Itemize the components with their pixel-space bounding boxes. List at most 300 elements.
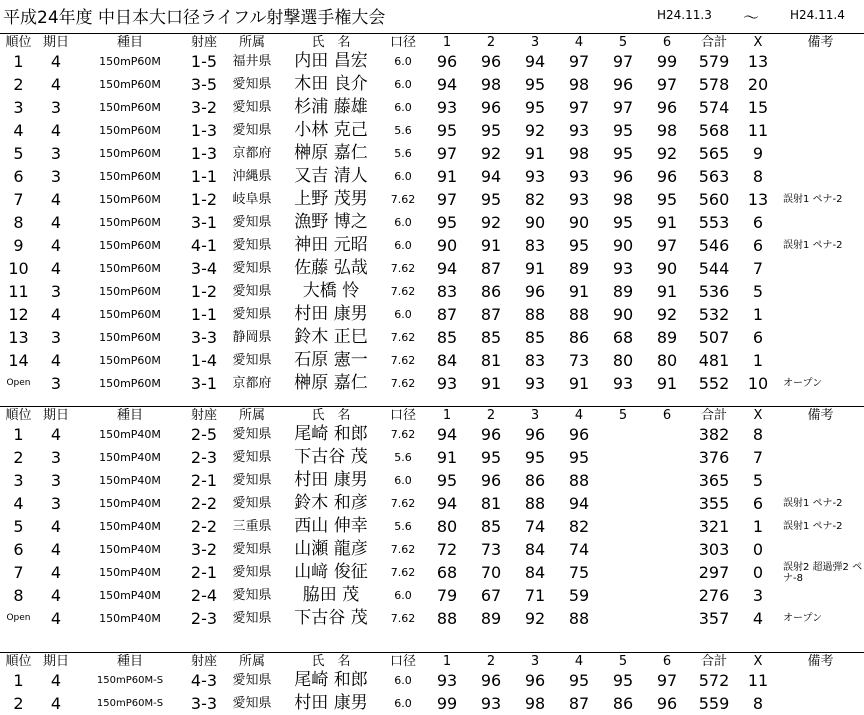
cell-pref: 愛知県 — [232, 496, 272, 511]
cell-s4: 74 — [568, 539, 590, 559]
cell-note — [777, 669, 864, 692]
cell-x: 9 — [752, 143, 764, 163]
cell-s6: 80 — [656, 350, 678, 370]
cell-s2: 89 — [480, 608, 502, 628]
cell-s3: 90 — [524, 212, 546, 232]
cell-day: 3 — [50, 143, 62, 163]
cell-note — [777, 446, 864, 469]
cell-note — [777, 96, 864, 119]
cell-s2: 96 — [480, 670, 502, 690]
cell-pref: 愛知県 — [232, 77, 272, 92]
header-s6: 6 — [645, 653, 689, 670]
cell-caliber: 6.0 — [394, 674, 412, 687]
header-event: 種目 — [75, 407, 185, 424]
cell-caliber: 6.0 — [394, 55, 412, 68]
cell-s6 — [645, 492, 689, 515]
cell-name: 村田 康男 — [294, 470, 368, 490]
cell-event: 150mP40M — [99, 497, 161, 510]
cell-rank: 5 — [13, 143, 24, 163]
cell-caliber: 7.62 — [390, 377, 416, 390]
cell-s2: 94 — [480, 166, 502, 186]
cell-rank: 13 — [8, 327, 29, 347]
cell-total: 568 — [698, 120, 730, 140]
cell-total: 382 — [698, 424, 730, 444]
table-row — [0, 372, 864, 395]
header-name: 氏 名 — [281, 407, 381, 424]
cell-day: 3 — [50, 447, 62, 467]
cell-rank: 2 — [13, 693, 24, 713]
cell-event: 150mP60M-S — [96, 674, 164, 686]
cell-s6: 97 — [656, 670, 678, 690]
cell-s5: 90 — [612, 235, 634, 255]
cell-x: 6 — [752, 493, 764, 513]
header-lane: 射座 — [185, 34, 223, 51]
cell-caliber: 5.6 — [394, 124, 412, 137]
cell-s6 — [645, 446, 689, 469]
cell-day: 4 — [50, 74, 62, 94]
cell-s1: 79 — [436, 585, 458, 605]
table-row — [0, 211, 864, 234]
cell-s3: 86 — [524, 470, 546, 490]
cell-total: 574 — [698, 97, 730, 117]
cell-s5: 95 — [612, 670, 634, 690]
cell-s5 — [601, 561, 645, 584]
cell-x: 8 — [752, 424, 764, 444]
cell-rank: 14 — [8, 350, 29, 370]
cell-s2: 85 — [480, 327, 502, 347]
results-table-p40m — [0, 406, 864, 630]
cell-s6: 96 — [656, 693, 678, 713]
cell-x: 8 — [752, 166, 764, 186]
cell-s4: 91 — [568, 373, 590, 393]
cell-note — [777, 119, 864, 142]
cell-day: 4 — [50, 424, 62, 444]
table-row — [0, 96, 864, 119]
cell-day: 4 — [50, 608, 62, 628]
cell-pref: 福井県 — [232, 54, 272, 69]
cell-total: 365 — [698, 470, 730, 490]
header-s1: 1 — [425, 34, 469, 51]
cell-note: 誤射1 ペナ-2 — [783, 521, 843, 532]
cell-s6 — [645, 538, 689, 561]
cell-caliber: 6.0 — [394, 78, 412, 91]
cell-total: 560 — [698, 189, 730, 209]
cell-pref: 愛知県 — [232, 673, 272, 688]
cell-caliber: 7.62 — [390, 262, 416, 275]
cell-s1: 94 — [436, 74, 458, 94]
header-s1: 1 — [425, 407, 469, 424]
cell-rank: 1 — [13, 51, 24, 71]
table-row — [0, 538, 864, 561]
cell-s2: 95 — [480, 120, 502, 140]
header-event: 種目 — [75, 34, 185, 51]
cell-total: 357 — [698, 608, 730, 628]
cell-total: 355 — [698, 493, 730, 513]
cell-s1: 93 — [436, 670, 458, 690]
cell-caliber: 7.62 — [390, 331, 416, 344]
cell-name: 山﨑 俊征 — [294, 562, 368, 582]
header-note: 備考 — [777, 34, 864, 51]
cell-note — [777, 469, 864, 492]
cell-x: 7 — [752, 447, 764, 467]
cell-s1: 94 — [436, 258, 458, 278]
cell-s4: 93 — [568, 120, 590, 140]
cell-day: 4 — [50, 539, 62, 559]
cell-name: 石原 憲一 — [294, 350, 368, 370]
cell-caliber: 6.0 — [394, 239, 412, 252]
cell-caliber: 7.62 — [390, 354, 416, 367]
cell-note — [777, 584, 864, 607]
cell-s3: 96 — [524, 281, 546, 301]
cell-caliber: 6.0 — [394, 308, 412, 321]
cell-event: 150mP60M — [99, 170, 161, 183]
cell-s5: 96 — [612, 166, 634, 186]
cell-total: 544 — [698, 258, 730, 278]
table-row — [0, 492, 864, 515]
cell-event: 150mP60M — [99, 124, 161, 137]
cell-event: 150mP60M — [99, 285, 161, 298]
cell-note: 誤射1 ペナ-2 — [783, 498, 843, 509]
cell-s1: 90 — [436, 235, 458, 255]
cell-s6: 97 — [656, 235, 678, 255]
cell-event: 150mP60M — [99, 331, 161, 344]
cell-s1: 95 — [436, 212, 458, 232]
cell-caliber: 6.0 — [394, 589, 412, 602]
cell-rank: 8 — [13, 585, 24, 605]
cell-name: 神田 元昭 — [294, 235, 368, 255]
cell-s3: 88 — [524, 493, 546, 513]
cell-total: 321 — [698, 516, 730, 536]
cell-event: 150mP40M — [99, 451, 161, 464]
cell-x: 15 — [747, 97, 769, 117]
cell-day: 4 — [50, 693, 62, 713]
cell-rank: 3 — [13, 470, 24, 490]
cell-s6 — [645, 607, 689, 630]
cell-s2: 93 — [480, 693, 502, 713]
cell-s4: 91 — [568, 281, 590, 301]
cell-s3: 98 — [524, 693, 546, 713]
cell-caliber: 5.6 — [394, 520, 412, 533]
cell-event: 150mP60M — [99, 101, 161, 114]
cell-s4: 95 — [568, 670, 590, 690]
cell-total: 563 — [698, 166, 730, 186]
cell-s4: 96 — [568, 424, 590, 444]
cell-s4: 95 — [568, 447, 590, 467]
cell-s5 — [601, 492, 645, 515]
cell-x: 3 — [752, 585, 764, 605]
cell-total: 546 — [698, 235, 730, 255]
cell-s5: 98 — [612, 189, 634, 209]
cell-s3: 71 — [524, 585, 546, 605]
header-note: 備考 — [777, 653, 864, 670]
cell-s1: 97 — [436, 189, 458, 209]
cell-s4: 93 — [568, 166, 590, 186]
cell-s5: 68 — [612, 327, 634, 347]
cell-lane: 2-4 — [190, 585, 218, 605]
cell-caliber: 6.0 — [394, 170, 412, 183]
cell-name: 佐藤 弘哉 — [294, 258, 368, 278]
results-table-p60m-s — [0, 652, 864, 715]
cell-note — [777, 538, 864, 561]
cell-s6: 95 — [656, 189, 678, 209]
header-s3: 3 — [513, 653, 557, 670]
table-row — [0, 561, 864, 584]
cell-note — [777, 349, 864, 372]
cell-caliber: 7.62 — [390, 497, 416, 510]
cell-s4: 95 — [568, 235, 590, 255]
cell-lane: 1-4 — [190, 350, 218, 370]
cell-day: 4 — [50, 51, 62, 71]
cell-s4: 73 — [568, 350, 590, 370]
cell-note: 誤射2 超過弾2 ペナ-8 — [783, 561, 863, 584]
header-s2: 2 — [469, 34, 513, 51]
cell-x: 7 — [752, 258, 764, 278]
cell-caliber: 5.6 — [394, 451, 412, 464]
cell-x: 13 — [747, 51, 769, 71]
table-row — [0, 515, 864, 538]
cell-s2: 86 — [480, 281, 502, 301]
table-row — [0, 692, 864, 715]
cell-lane: 3-2 — [190, 539, 218, 559]
cell-s1: 87 — [436, 304, 458, 324]
cell-s4: 94 — [568, 493, 590, 513]
cell-total: 376 — [698, 447, 730, 467]
cell-s3: 88 — [524, 304, 546, 324]
header-s2: 2 — [469, 653, 513, 670]
header-total: 合計 — [689, 407, 739, 424]
cell-pref: 三重県 — [232, 519, 272, 534]
cell-s1: 93 — [436, 97, 458, 117]
cell-s3: 83 — [524, 350, 546, 370]
table-row — [0, 50, 864, 73]
cell-day: 4 — [50, 304, 62, 324]
cell-name: 村田 康男 — [294, 693, 368, 713]
cell-lane: 3-1 — [190, 212, 218, 232]
cell-pref: 愛知県 — [232, 307, 272, 322]
cell-event: 150mP40M — [99, 474, 161, 487]
cell-lane: 3-3 — [190, 693, 218, 713]
cell-s5: 93 — [612, 258, 634, 278]
cell-s6 — [645, 515, 689, 538]
cell-total: 481 — [698, 350, 730, 370]
cell-pref: 愛知県 — [232, 100, 272, 115]
cell-s1: 93 — [436, 373, 458, 393]
cell-rank: 10 — [8, 258, 29, 278]
cell-s5: 97 — [612, 97, 634, 117]
header-s1: 1 — [425, 653, 469, 670]
cell-s1: 80 — [436, 516, 458, 536]
cell-name: 西山 伸幸 — [294, 516, 368, 536]
header-row — [0, 653, 864, 670]
header-s3: 3 — [513, 34, 557, 51]
cell-rank: 3 — [13, 97, 24, 117]
cell-s6: 92 — [656, 304, 678, 324]
cell-name: 尾崎 和郎 — [294, 670, 368, 690]
cell-s1: 88 — [436, 608, 458, 628]
cell-pref: 愛知県 — [232, 542, 272, 557]
cell-pref: 愛知県 — [232, 353, 272, 368]
cell-s2: 67 — [480, 585, 502, 605]
cell-event: 150mP60M — [99, 354, 161, 367]
cell-lane: 3-5 — [190, 74, 218, 94]
cell-name: 杉浦 藤雄 — [294, 97, 368, 117]
cell-name: 下古谷 茂 — [294, 608, 368, 628]
cell-total: 536 — [698, 281, 730, 301]
table-row — [0, 669, 864, 692]
cell-s2: 96 — [480, 51, 502, 71]
cell-day: 4 — [50, 212, 62, 232]
cell-s2: 95 — [480, 447, 502, 467]
cell-total: 297 — [698, 562, 730, 582]
cell-s2: 73 — [480, 539, 502, 559]
header-pref: 所属 — [223, 34, 281, 51]
cell-note — [777, 280, 864, 303]
cell-s3: 95 — [524, 74, 546, 94]
cell-s3: 84 — [524, 562, 546, 582]
cell-lane: 1-2 — [190, 281, 218, 301]
cell-lane: 1-2 — [190, 189, 218, 209]
cell-x: 6 — [752, 212, 764, 232]
header-rank: 順位 — [0, 407, 37, 424]
cell-s6 — [645, 423, 689, 446]
cell-s5: 96 — [612, 74, 634, 94]
cell-event: 150mP40M — [99, 428, 161, 441]
table-row — [0, 188, 864, 211]
cell-event: 150mP40M — [99, 566, 161, 579]
header-row — [0, 34, 864, 51]
cell-s4: 88 — [568, 470, 590, 490]
cell-s1: 99 — [436, 693, 458, 713]
cell-s3: 82 — [524, 189, 546, 209]
cell-lane: 3-2 — [190, 97, 218, 117]
cell-caliber: 6.0 — [394, 697, 412, 710]
cell-s3: 93 — [524, 373, 546, 393]
cell-lane: 2-2 — [190, 493, 218, 513]
header-rank: 順位 — [0, 653, 37, 670]
cell-caliber: 6.0 — [394, 216, 412, 229]
cell-note — [777, 50, 864, 73]
cell-s4: 98 — [568, 74, 590, 94]
cell-event: 150mP60M — [99, 239, 161, 252]
cell-caliber: 6.0 — [394, 474, 412, 487]
cell-lane: 2-3 — [190, 447, 218, 467]
cell-s3: 92 — [524, 120, 546, 140]
cell-event: 150mP40M — [99, 589, 161, 602]
cell-pref: 沖縄県 — [232, 169, 272, 184]
cell-s5 — [601, 515, 645, 538]
cell-x: 13 — [747, 189, 769, 209]
header-event: 種目 — [75, 653, 185, 670]
table-row — [0, 423, 864, 446]
cell-x: 6 — [752, 235, 764, 255]
cell-pref: 愛知県 — [232, 215, 272, 230]
cell-x: 11 — [747, 120, 769, 140]
cell-x: 10 — [747, 373, 769, 393]
cell-x: 1 — [752, 304, 764, 324]
cell-total: 303 — [698, 539, 730, 559]
cell-total: 552 — [698, 373, 730, 393]
cell-s5: 97 — [612, 51, 634, 71]
cell-event: 150mP60M — [99, 216, 161, 229]
cell-s1: 68 — [436, 562, 458, 582]
cell-event: 150mP60M — [99, 193, 161, 206]
cell-s3: 94 — [524, 51, 546, 71]
cell-lane: 3-1 — [190, 373, 218, 393]
date-end: H24.11.4 — [790, 8, 845, 22]
cell-rank: 12 — [8, 304, 29, 324]
cell-lane: 2-1 — [190, 470, 218, 490]
cell-name: 村田 康男 — [294, 304, 368, 324]
cell-s3: 85 — [524, 327, 546, 347]
cell-x: 1 — [752, 516, 764, 536]
header-caliber: 口径 — [381, 407, 425, 424]
table-row — [0, 469, 864, 492]
cell-event: 150mP60M-S — [96, 697, 164, 709]
cell-s5: 95 — [612, 120, 634, 140]
cell-event: 150mP60M — [99, 55, 161, 68]
cell-caliber: 7.62 — [390, 428, 416, 441]
cell-s6: 91 — [656, 212, 678, 232]
cell-day: 3 — [50, 493, 62, 513]
cell-s4: 97 — [568, 51, 590, 71]
cell-s5: 89 — [612, 281, 634, 301]
header-pref: 所属 — [223, 653, 281, 670]
cell-rank: 1 — [13, 670, 24, 690]
cell-s2: 98 — [480, 74, 502, 94]
cell-s1: 84 — [436, 350, 458, 370]
header-lane: 射座 — [185, 653, 223, 670]
cell-s3: 96 — [524, 424, 546, 444]
header-x: X — [739, 653, 777, 670]
table-row — [0, 280, 864, 303]
cell-lane: 3-3 — [190, 327, 218, 347]
cell-rank: 5 — [13, 516, 24, 536]
header-day: 期日 — [37, 653, 75, 670]
table-row — [0, 584, 864, 607]
cell-name: 又吉 清人 — [294, 166, 368, 186]
table-row — [0, 119, 864, 142]
cell-day: 4 — [50, 258, 62, 278]
cell-s6: 97 — [656, 74, 678, 94]
cell-note — [777, 326, 864, 349]
cell-s3: 83 — [524, 235, 546, 255]
cell-s2: 95 — [480, 189, 502, 209]
cell-caliber: 6.0 — [394, 101, 412, 114]
cell-s5: 95 — [612, 212, 634, 232]
cell-caliber: 7.62 — [390, 543, 416, 556]
cell-total: 565 — [698, 143, 730, 163]
cell-pref: 愛知県 — [232, 611, 272, 626]
header-name: 氏 名 — [281, 653, 381, 670]
cell-note: オープン — [783, 613, 823, 624]
cell-s3: 84 — [524, 539, 546, 559]
cell-s2: 81 — [480, 350, 502, 370]
cell-rank: 6 — [13, 166, 24, 186]
cell-s4: 88 — [568, 304, 590, 324]
cell-s6: 91 — [656, 373, 678, 393]
cell-pref: 愛知県 — [232, 588, 272, 603]
date-start: H24.11.3 — [657, 8, 712, 22]
cell-total: 572 — [698, 670, 730, 690]
cell-x: 8 — [752, 693, 764, 713]
cell-name: 大橋 怜 — [302, 281, 360, 301]
cell-s4: 59 — [568, 585, 590, 605]
cell-caliber: 7.62 — [390, 566, 416, 579]
cell-event: 150mP60M — [99, 78, 161, 91]
cell-s3: 95 — [524, 447, 546, 467]
header-s6: 6 — [645, 407, 689, 424]
cell-pref: 愛知県 — [232, 473, 272, 488]
